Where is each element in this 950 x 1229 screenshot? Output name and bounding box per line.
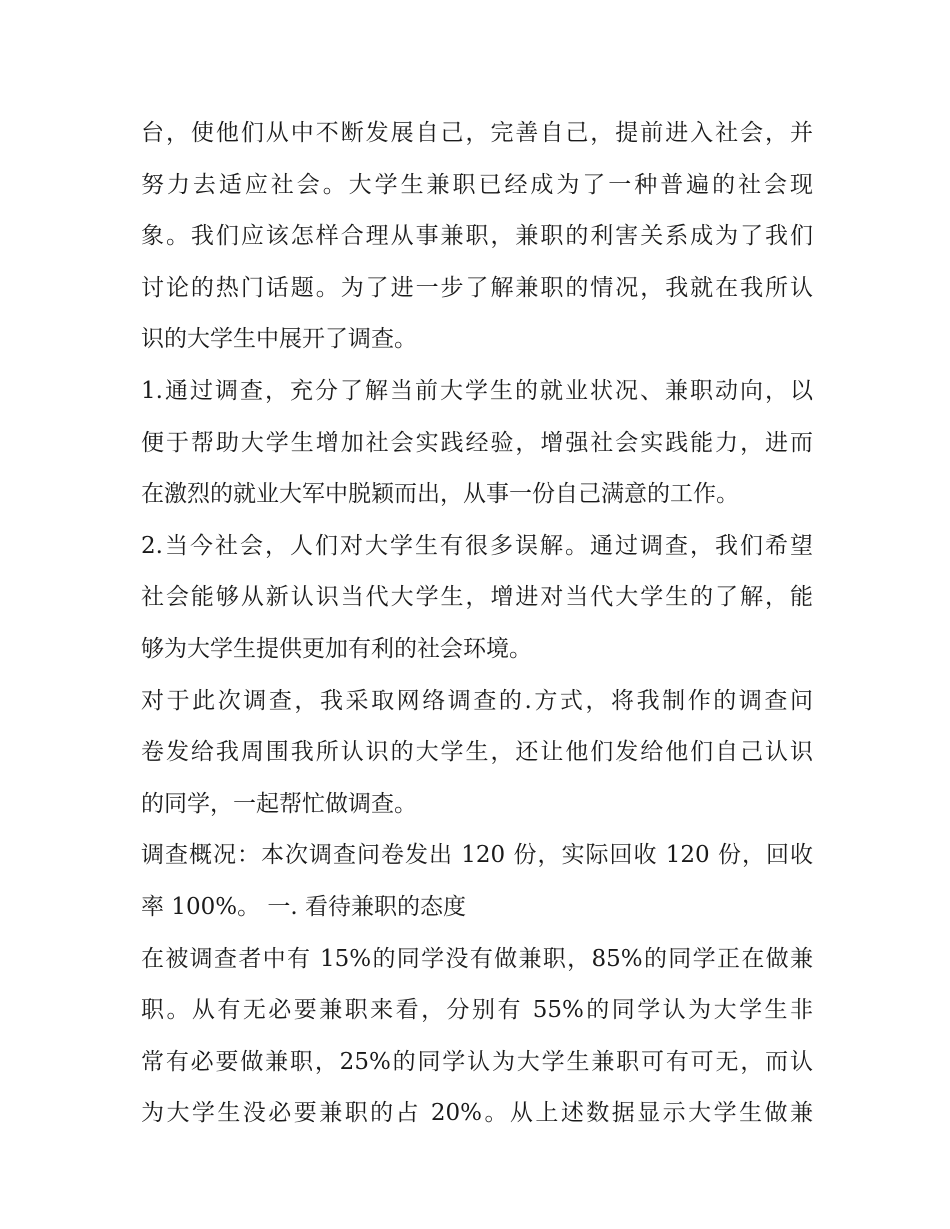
- text-line: 卷发给我周围我所认识的大学生，还让他们发给他们自己认识: [141, 739, 813, 766]
- text-line: 调查概况：本次调查问卷发出 120 份，实际回收 120 份，回收: [141, 842, 813, 869]
- text-line: 为大学生没必要兼职的占 20%。从上述数据显示大学生做兼: [141, 1100, 813, 1127]
- text-line: 努力去适应社会。大学生兼职已经成为了一种普遍的社会现: [141, 171, 813, 198]
- text-line: 在激烈的就业大军中脱颖而出，从事一份自己满意的工作。: [141, 481, 739, 508]
- document-body: [141, 108, 813, 1140]
- text-line: 够为大学生提供更加有利的社会环境。: [141, 635, 532, 662]
- text-line: 社会能够从新认识当代大学生，增进对当代大学生的了解，能: [141, 584, 813, 611]
- text-line: 对于此次调查，我采取网络调查的.方式，将我制作的调查问: [141, 687, 813, 714]
- text-line: 象。我们应该怎样合理从事兼职，兼职的利害关系成为了我们: [141, 223, 813, 250]
- text-line: 讨论的热门话题。为了进一步了解兼职的情况，我就在我所认: [141, 274, 813, 301]
- text-line: 常有必要做兼职，25%的同学认为大学生兼职可有可无，而认: [141, 1048, 813, 1075]
- text-line: 职。从有无必要兼职来看，分别有 55%的同学认为大学生非: [141, 997, 813, 1024]
- text-line: 率 100%。 一. 看待兼职的态度: [141, 893, 466, 920]
- text-line: 1.通过调查，充分了解当前大学生的就业状况、兼职动向，以: [141, 377, 813, 404]
- text-line: 的同学，一起帮忙做调查。: [141, 790, 417, 817]
- text-line: 便于帮助大学生增加社会实践经验，增强社会实践能力，进而: [141, 429, 813, 456]
- text-line: 识的大学生中展开了调查。: [141, 326, 417, 353]
- text-line: 台，使他们从中不断发展自己，完善自己，提前进入社会，并: [141, 120, 813, 146]
- text-line: 在被调查者中有 15%的同学没有做兼职，85%的同学正在做兼: [141, 945, 813, 972]
- text-line: 2.当今社会，人们对大学生有很多误解。通过调查，我们希望: [141, 532, 813, 559]
